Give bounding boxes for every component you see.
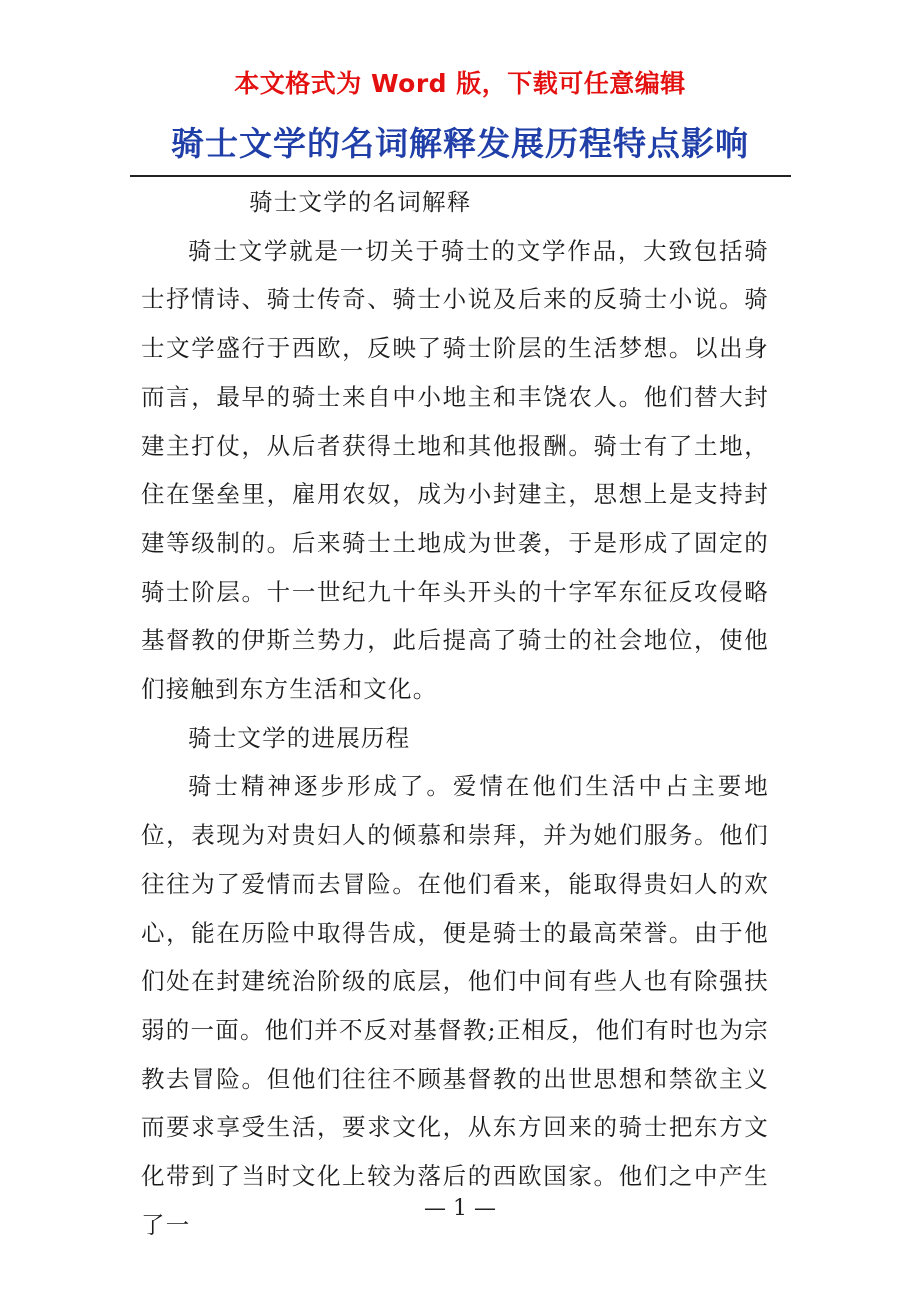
- paragraph-definition: 骑士文学就是一切关于骑士的文学作品，大致包括骑士抒情诗、骑士传奇、骑士小说及后来的反骑士小说。骑士文学盛行于西欧，反映了骑士阶层的生活梦想。以出身而言，最早的骑士来自中小地主和丰饶农人。他们替大封建主打仗，从后者获得土地和其他报酬。骑士有了土地，住在堡垒里，雇用农奴，成为小封建主，思想上是支持封建等级制的。后来骑士土地成为世袭，于是形成了固定的骑士阶层。十一世纪九十年头开头的十字军东征反攻侵略基督教的伊斯兰势力，此后提高了骑士的社会地位，使他们接触到东方生活和文化。: [141, 236, 769, 704]
- title-divider: [130, 175, 791, 177]
- section-heading-definition: 骑士文学的名词解释: [249, 188, 472, 216]
- page-number: — 1 —: [424, 1196, 496, 1221]
- section-heading-history: 骑士文学的进展历程: [188, 723, 411, 752]
- paragraph-history: 骑士精神逐步形成了。爱情在他们生活中占主要地位，表现为对贵妇人的倾慕和崇拜，并为她们服务。他们往往为了爱情而去冒险。在他们看来，能取得贵妇人的欢心，能在历险中取得告成，便是骑士的最高荣誉。由于他们处在封建统治阶级的底层，他们中间有些人也有除强扶弱的一面。他们并不反对基督教;正相反，他们有时也为宗教去冒险。但他们往往不顾基督教的出世思想和禁欲主义而要求享受生活，要求文化，从东方回来的骑士把东方文化带到了当时文化上较为落后的西欧国家。他们之中产生了一: [141, 772, 769, 1239]
- document-body: [141, 178, 769, 1249]
- format-notice: 本文格式为 Word 版，下载可任意编辑: [234, 69, 686, 98]
- document-title: 骑士文学的名词解释发展历程特点影响: [171, 124, 749, 163]
